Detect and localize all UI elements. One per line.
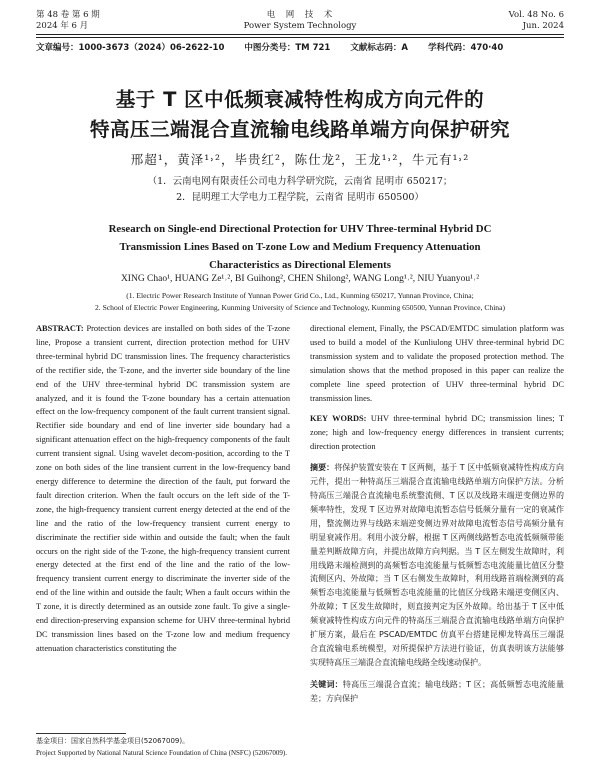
keywords-en-text: UHV three-terminal hybrid DC; transmission lines; T zone; high and low-frequency energy differences in transient currents; direction protection [310, 414, 564, 452]
footnote-fund-en: Project Supported by National Natural Science Foundation of China (NSFC) (52067009). [36, 749, 287, 757]
abstract-en [36, 322, 290, 656]
authors-en: XING Chao¹, HUANG Ze¹˒², BI Guihong², CHEN Shilong², WANG Long¹˒², NIU Yuanyou¹˒² [120, 274, 480, 284]
title-en-line2: Transmission Lines Based on T-zone Low and Medium Frequency Attenuation [119, 241, 481, 253]
footnote-fund-cn: 基金项目：国家自然科学基金项目(52067009)。 [36, 737, 190, 745]
volume-issue-cn: 第 48 卷 第 6 期 [36, 10, 100, 20]
subject-code: 学科代码：470·40 [427, 43, 504, 53]
abstract-cn-label: 摘要： [310, 463, 335, 473]
keywords-cn-text: 特高压三端混合直流；输电线路；T 区；高低频暂态电流能量差；方向保护 [310, 679, 564, 703]
abstract-en-text-left: Protection devices are installed on both sides of the T-zone line, Propose a transient current, direction protection method for UHV three-terminal hybrid DC transmission lines. The frequency characteristics of the rectifier side, the T-zone, and the inverter side boundary of the line end of the UHV three-terminal hybrid DC transmission system are analyzed, and it is found the T-zone boundary has a certain attenuation effect on the low-frequency component of the fault current transient signal. Rectifier side boundary and end of line inverter side boundary had a significant attenuation effect on the high-frequency components of the fault current transient signal. Using wavelet decom-position, according to the T zone on both sides of the line transient current in the low-frequency band energy difference to determine the direction of the fault, put forward the fault direction criterion. When the fault occurs on the left side of the T-zone, the high-frequency transient current energy detected at the end of the line and the ratio of the low-frequency transient current energy to discriminate the rectifier side within and outside the fault; when the fault occurs on the right side of the T-zone, the high-frequency transient current energy detected at the first end of the line and the ratio of the low-frequency transient current energy to discriminate the inverter side of the end of the line within and outside the fault; When a fault occurs within the T zone, it is directly determined as an outside zone fault. To give a single-end direction-preserving expansion scheme for UHV three-terminal hybrid DC transmission lines based on the T-zone low and medium frequency attenuation characteristics constituting the [36, 324, 290, 653]
title-cn-line1: 基于 T 区中低频衰减特性构成方向元件的 [115, 88, 485, 111]
abstract-cn [310, 461, 564, 670]
running-header-right [509, 10, 564, 32]
left-column [36, 322, 290, 656]
title-en-line3: Characteristics as Directional Elements [209, 259, 391, 271]
keywords-en-label: KEY WORDS: [310, 414, 367, 424]
affiliation-cn-1: （1．云南电网有限责任公司电力科学研究院，云南省 昆明市 650217； [147, 176, 453, 187]
footnote-rule [36, 733, 126, 734]
authors-cn: 邢超¹，黄泽¹˒²，毕贵红²，陈仕龙²，王龙¹˒²，牛元有¹˒² [130, 152, 470, 167]
title-en-line1: Research on Single-end Directional Protection for UHV Three-terminal Hybrid DC [108, 223, 492, 235]
article-meta [36, 41, 564, 53]
keywords-cn [310, 678, 564, 706]
title-cn-line2: 特高压三端混合直流输电线路单端方向保护研究 [89, 118, 510, 141]
keywords-en [310, 412, 564, 454]
abstract-en-continued: directional element, Finally, the PSCAD/EMTDC simulation platform was used to build a model of the Kunliulong UHV three-terminal hybrid DC transmission system and to validate the proposed protection method. The simulation shows that the method proposed in this paper can realize the complete line speed protection of UHV three-terminal hybrid DC transmission lines. [310, 324, 564, 403]
keywords-cn-label: 关键词： [310, 679, 343, 689]
document-code: 文献标志码：A [350, 43, 408, 53]
date-en: Jun. 2024 [522, 21, 564, 31]
volume-issue-en: Vol. 48 No. 6 [508, 10, 564, 20]
affiliation-en-1: (1. Electric Power Research Institute of Yunnan Power Grid Co., Ltd., Kunming 650217, Yunnan Province, China; [126, 291, 474, 300]
header-rule [36, 34, 564, 35]
journal-name-en: Power System Technology [243, 21, 357, 31]
date-cn: 2024 年 6 月 [36, 21, 89, 31]
affiliation-en-2: 2. School of Electric Power Engineering, Kunming University of Science and Technology, Kunming 650500, Yunnan Province, China) [94, 303, 505, 312]
clc-number: 中图分类号：TM 721 [244, 43, 331, 53]
header-rule-thin [36, 37, 564, 38]
right-column [310, 322, 564, 706]
abstract-en-label: ABSTRACT: [36, 324, 84, 333]
article-number: 文章编号：1000-3673（2024）06-2622-10 [36, 43, 225, 53]
journal-name-cn: 电 网 技 术 [266, 10, 334, 20]
abstract-cn-text: 将保护装置安装在 T 区两侧，基于 T 区中低频衰减特性构成方向元件，提出一种特高压三端混合直流输电线路单端方向保护方法。分析特高压三端混合直流输电系统整流侧、T 区以及线路末端逆变侧边界的频率特性，发现 T 区边界对故障电流暂态信号低频分量有一定的衰减作用，整流侧边界与线路末端逆变侧边界对故障电流暂态信号高频分量有明显衰减作用。利用小波分解，根据 T 区两侧线路暂态电流低频频带能量差判断故障方向，并提出故障方向判据。当 T 区左侧发生故障时，利用线路末端检测到的高频暂态电流能量与低频暂态电流能量比值区分整流侧区内、外故障；当 T 区右侧发生故障时，利用线路首端检测到的高频暂态电流能量与低频暂态电流能量的比值区分线路末端逆变侧区内、外故障；T 区发生故障时，则直接判定为区外故障。给出基于 T 区中低频衰减特性构成方向元件的特高压三端混合直流输电线路单端方向保护扩展方案，最后在 PSCAD/EMTDC 仿真平台搭建昆柳龙特高压三端混合直流输电系统模型，对所提保护方法进行验证，仿真表明该方法能够实现特高压三端混合直流输电线路全线速动保护。 [310, 463, 565, 667]
affiliation-cn-2: 2．昆明理工大学电力工程学院，云南省 昆明市 650500） [176, 192, 424, 203]
